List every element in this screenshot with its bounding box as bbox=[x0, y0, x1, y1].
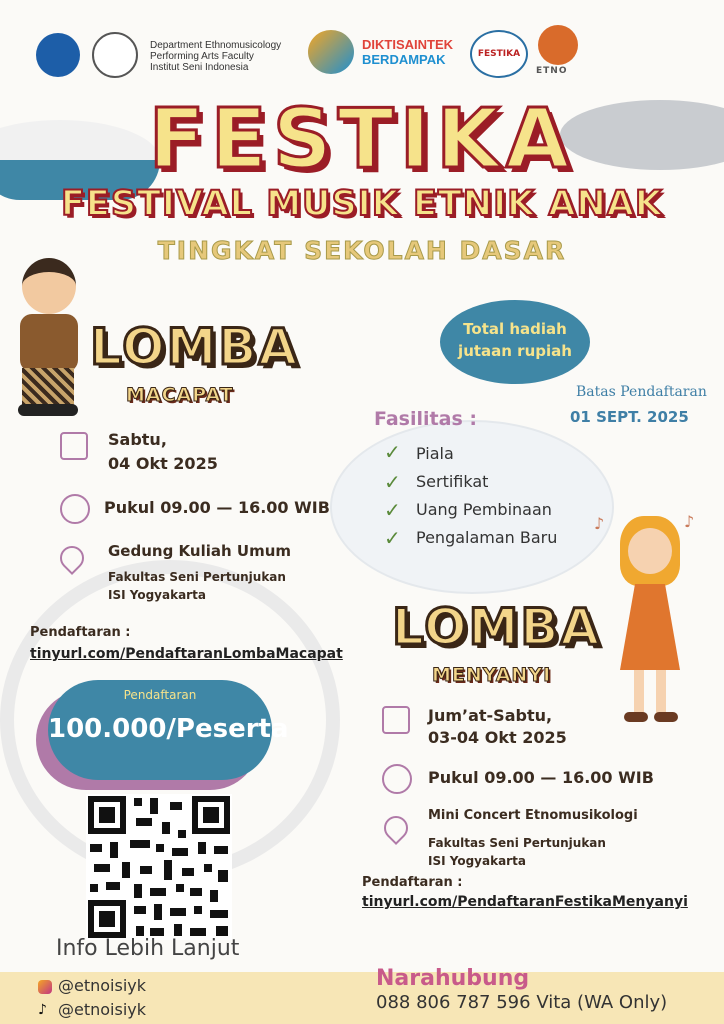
kemendikbud-logo bbox=[36, 33, 80, 77]
location-pin-icon bbox=[55, 541, 89, 575]
calendar-icon bbox=[382, 706, 410, 734]
menyanyi-reg-link[interactable]: tinyurl.com/PendaftaranFestikaMenyanyi bbox=[362, 894, 688, 910]
dikti-icon bbox=[308, 30, 354, 74]
macapat-venue-line2: ISI Yogyakarta bbox=[108, 588, 206, 602]
check-icon: ✓ bbox=[384, 440, 401, 464]
macapat-day: Sabtu, bbox=[108, 430, 167, 449]
isi-logo bbox=[92, 32, 138, 78]
dept-text bbox=[150, 40, 281, 73]
dept-line: Performing Arts Faculty bbox=[150, 51, 254, 62]
festika-logo: FESTIKA bbox=[470, 30, 528, 78]
level-title: TINGKAT SEKOLAH DASAR bbox=[157, 236, 567, 265]
menyanyi-venue-line1: Fakultas Seni Pertunjukan bbox=[428, 836, 606, 850]
prize-bubble bbox=[440, 300, 590, 384]
facility-item: Uang Pembinaan bbox=[416, 500, 552, 519]
check-icon: ✓ bbox=[384, 470, 401, 494]
dept-line: Institut Seni Indonesia bbox=[150, 62, 249, 73]
music-note-icon: ♪ bbox=[684, 512, 695, 531]
calendar-icon bbox=[60, 432, 88, 460]
location-pin-icon bbox=[379, 811, 413, 845]
fee-label: Pendaftaran bbox=[123, 688, 197, 702]
qr-code[interactable] bbox=[86, 794, 232, 940]
menyanyi-title: LOMBA bbox=[392, 598, 602, 656]
prize-line2: jutaan rupiah bbox=[458, 342, 572, 360]
clock-icon bbox=[382, 764, 412, 794]
menyanyi-day: Jum’at-Sabtu, bbox=[428, 706, 553, 725]
deadline-label: Batas Pendaftaran bbox=[576, 384, 707, 400]
clock-icon bbox=[60, 494, 90, 524]
dikti-text bbox=[362, 37, 453, 67]
instagram-icon bbox=[38, 980, 52, 994]
menyanyi-venue: Mini Concert Etnomusikologi bbox=[428, 808, 638, 823]
macapat-subtitle: MACAPAT bbox=[126, 384, 234, 406]
music-note-icon: ♪ bbox=[594, 514, 605, 533]
etno-logo-text: ETNO bbox=[536, 66, 568, 76]
dept-line: Department Ethnomusicology bbox=[150, 40, 282, 51]
info-more-label: Info Lebih Lanjut bbox=[56, 936, 240, 961]
menyanyi-date: 03-04 Okt 2025 bbox=[428, 728, 567, 747]
check-icon: ✓ bbox=[384, 498, 401, 522]
menyanyi-venue-line2: ISI Yogyakarta bbox=[428, 854, 526, 868]
fee-value: 100.000/Peserta bbox=[48, 714, 289, 744]
contact-title: Narahubung bbox=[376, 966, 530, 991]
menyanyi-reg-label: Pendaftaran : bbox=[362, 875, 463, 890]
menyanyi-subtitle: MENYANYI bbox=[432, 664, 552, 686]
facility-item: Piala bbox=[416, 444, 454, 463]
girl-singer-illustration bbox=[600, 516, 710, 726]
menyanyi-time: Pukul 09.00 — 16.00 WIB bbox=[428, 768, 654, 787]
boy-character-illustration bbox=[10, 258, 90, 418]
check-icon: ✓ bbox=[384, 526, 401, 550]
macapat-time: Pukul 09.00 — 16.00 WIB bbox=[104, 498, 330, 517]
macapat-title: LOMBA bbox=[90, 318, 300, 376]
facilities-title: Fasilitas : bbox=[374, 408, 477, 430]
festival-title: FESTIKA bbox=[148, 92, 576, 187]
macapat-date: 04 Okt 2025 bbox=[108, 454, 218, 473]
macapat-reg-label: Pendaftaran : bbox=[30, 625, 131, 640]
dikti-line: BERDAMPAK bbox=[362, 52, 446, 67]
facility-item: Pengalaman Baru bbox=[416, 528, 558, 547]
contact-number[interactable]: 088 806 787 596 Vita (WA Only) bbox=[376, 992, 668, 1013]
prize-line1: Total hadiah bbox=[463, 320, 567, 338]
instagram-handle[interactable]: @etnoisiyk bbox=[58, 976, 147, 995]
etno-logo bbox=[538, 25, 578, 65]
macapat-venue-line1: Fakultas Seni Pertunjukan bbox=[108, 570, 286, 584]
tiktok-icon: ♪ bbox=[38, 1002, 47, 1018]
festival-subtitle: FESTIVAL MUSIK ETNIK ANAK bbox=[61, 184, 663, 224]
macapat-reg-link[interactable]: tinyurl.com/PendaftaranLombaMacapat bbox=[30, 646, 343, 662]
macapat-venue: Gedung Kuliah Umum bbox=[108, 542, 292, 560]
deadline-date: 01 SEPT. 2025 bbox=[570, 408, 689, 426]
facility-item: Sertifikat bbox=[416, 472, 489, 491]
dikti-line: DIKTISAINTEK bbox=[362, 37, 453, 52]
tiktok-handle[interactable]: @etnoisiyk bbox=[58, 1000, 147, 1019]
